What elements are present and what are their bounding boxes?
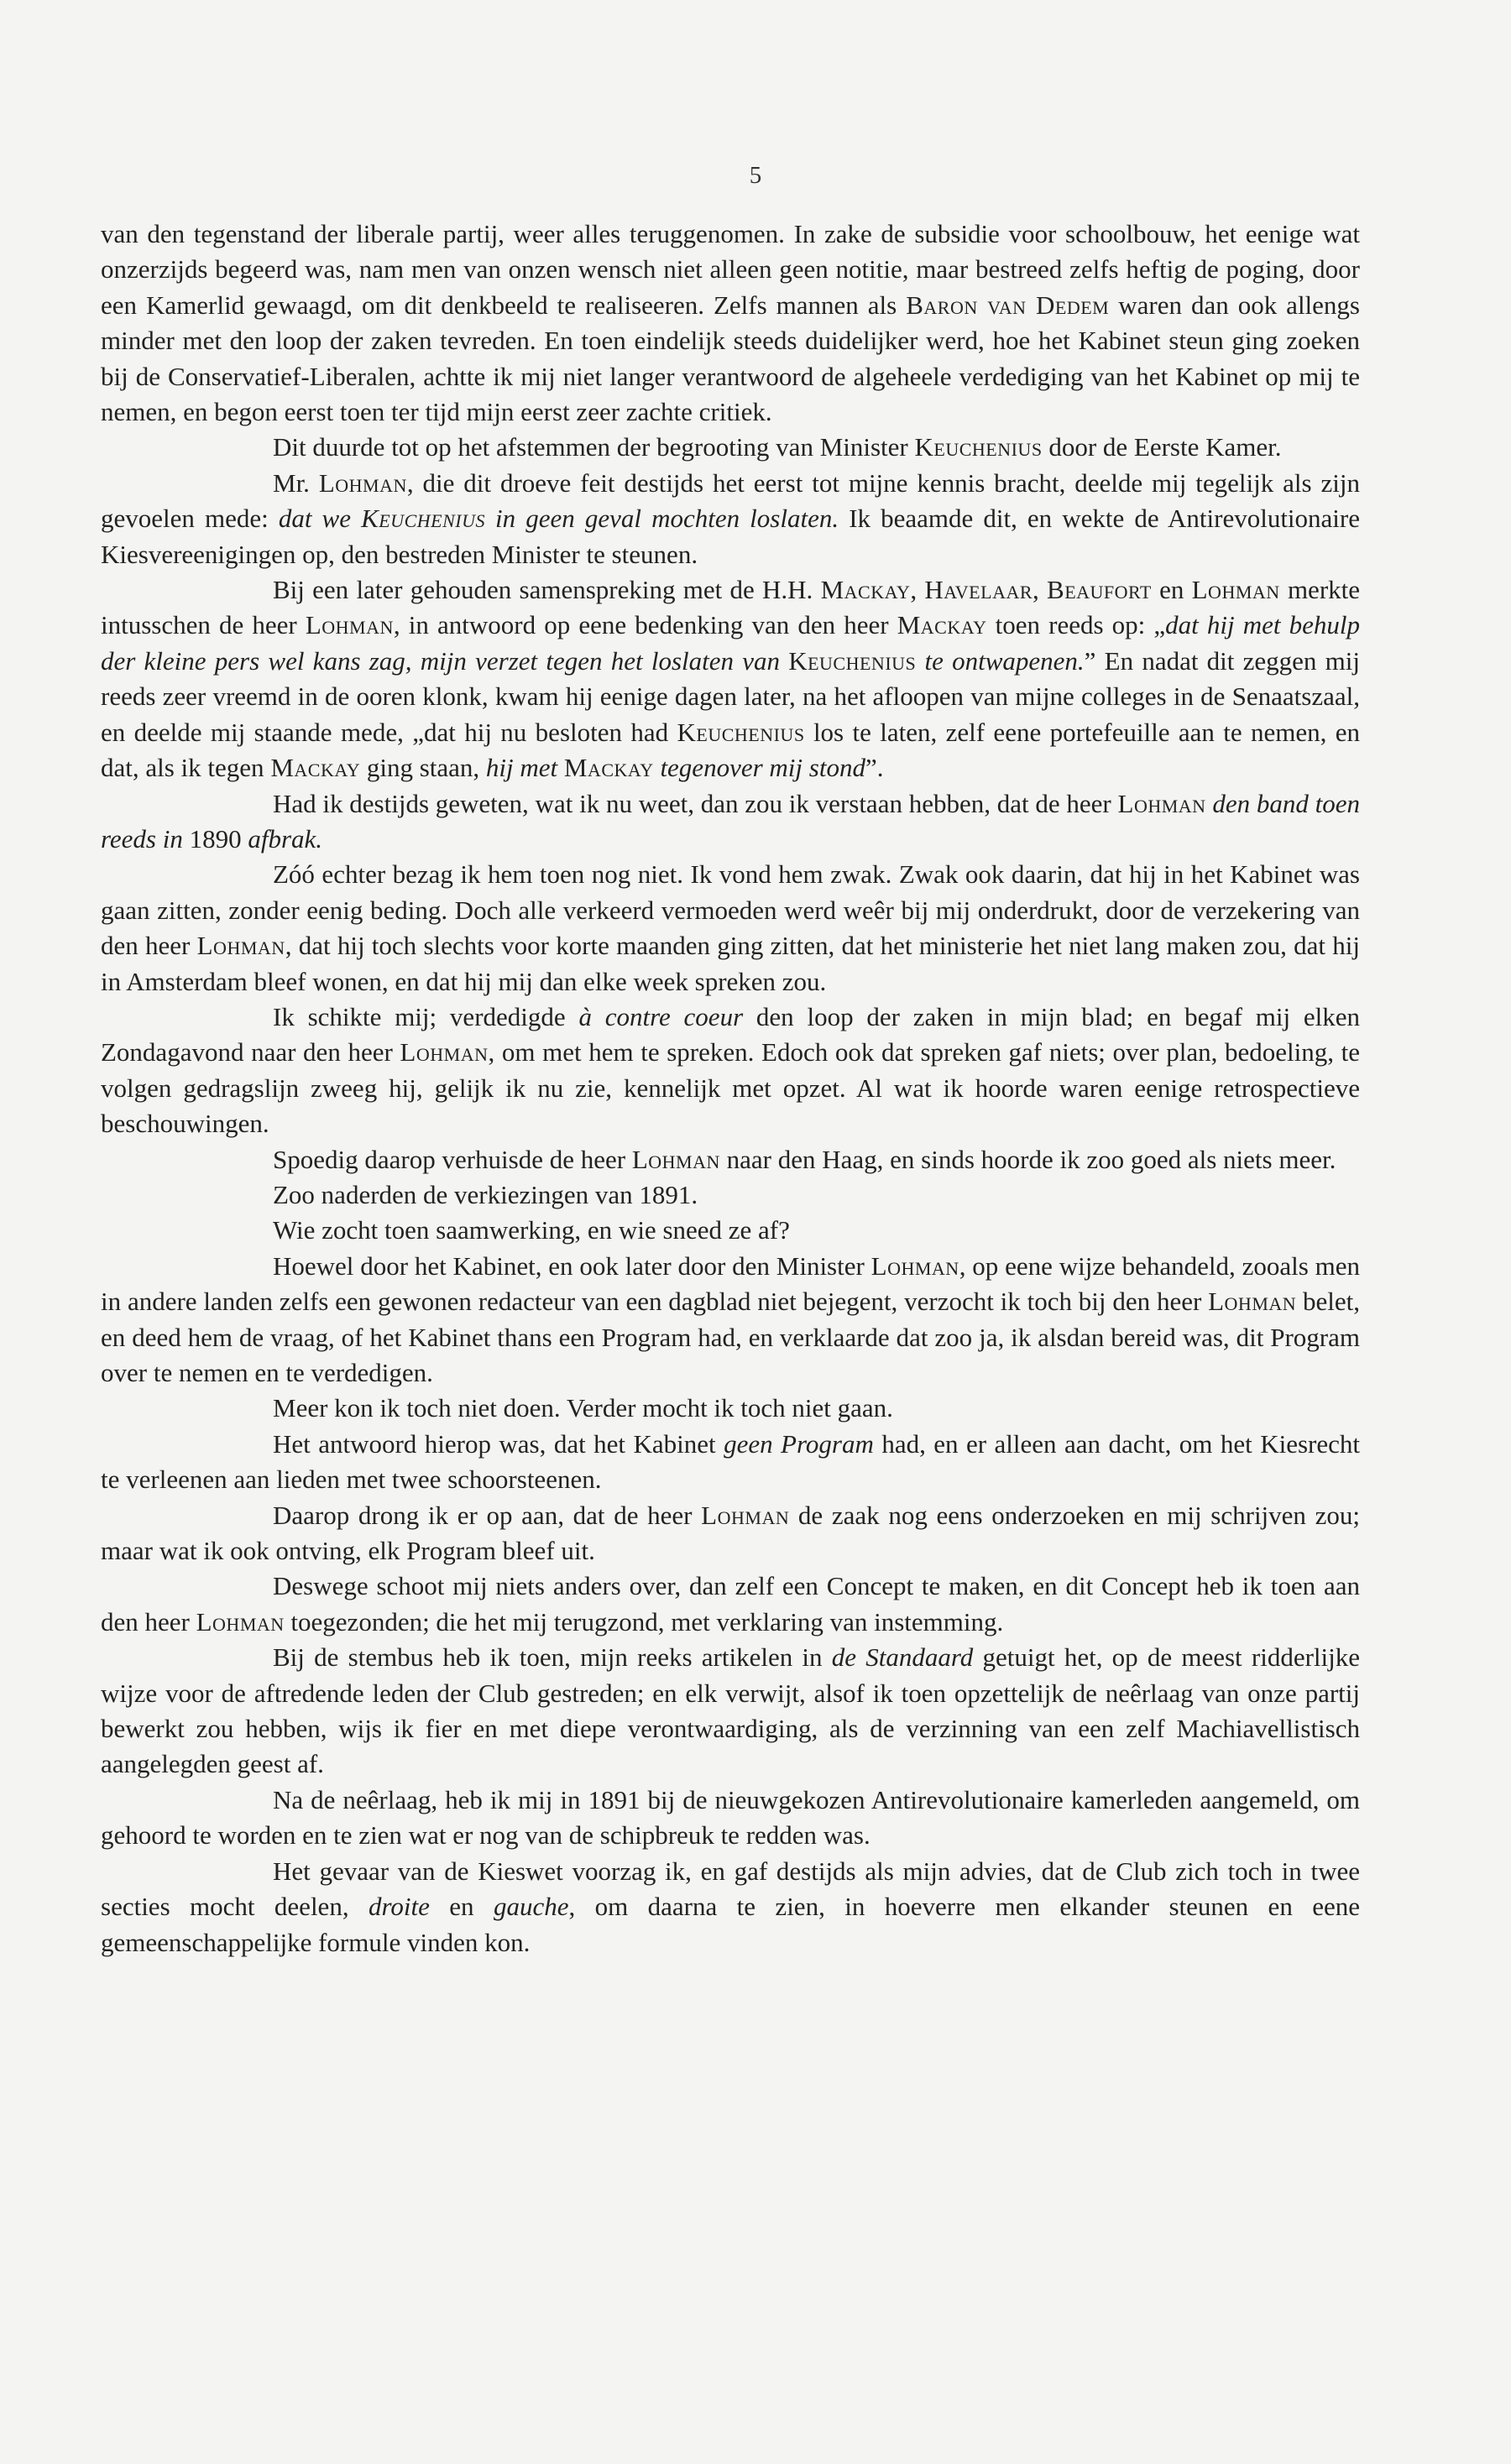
paragraph: [101, 466, 1360, 572]
text-run: dat hij met behulp der kleine pers wel kans zag, mijn verzet tegen het loslaten van: [101, 610, 1360, 676]
text-run: de Standaard: [831, 1642, 974, 1673]
text-run: had, en er alleen aan dacht, om het Kiesrecht te verleenen aan lieden met twee schoorsteenen.: [101, 1428, 1360, 1495]
text-run: Bij de stembus heb ik toen, mijn reeks artikelen in: [273, 1642, 832, 1673]
text-run: Mackay: [820, 575, 911, 605]
paragraph: [101, 1249, 1360, 1391]
text-run: Lohman: [400, 1037, 489, 1068]
text-run: geen Program: [724, 1428, 874, 1459]
text-run: Bij een later gehouden samenspreking met de H.H.: [273, 575, 821, 605]
paragraph: [101, 1854, 1360, 1960]
text-run: gauche: [493, 1892, 569, 1922]
paragraph: [101, 430, 1360, 465]
text-run: à contre coeur: [578, 1001, 744, 1031]
paragraph: [101, 786, 1360, 858]
text-run: toen reeds op: „: [986, 610, 1166, 640]
text-run: door de Eerste Kamer.: [1042, 432, 1282, 462]
paragraph: [101, 1213, 1360, 1248]
text-run: Keuchenius: [677, 717, 805, 747]
text-run: Keuchenius: [914, 432, 1043, 462]
text-run: Lohman: [1117, 788, 1206, 818]
page-number: 5: [749, 162, 762, 189]
text-run: ,: [910, 575, 925, 605]
text-run: belet, en deed hem de vraag, of het Kabinet thans een Program had, en verklaarde dat zoo ja, ik alsdan bereid was, dit Program over te nemen en te verdedigen.: [101, 1287, 1360, 1387]
text-run: Mr.: [273, 467, 319, 498]
body-text: [101, 217, 1360, 1960]
text-run: Keuchenius: [788, 645, 917, 676]
text-run: Deswege schoot mij niets anders over, dan zelf een Concept te maken, en dit Concept heb ik toen aan den heer: [101, 1571, 1360, 1637]
text-run: in geen geval mochten loslaten.: [484, 504, 839, 534]
paragraph: [101, 1783, 1360, 1854]
paragraph: [101, 1142, 1360, 1177]
text-run: Lohman: [318, 467, 407, 498]
text-run: , om daarna te zien, in hoeverre men elkander steunen en eene gemeenschappelijke formule vinden kon.: [101, 1892, 1360, 1957]
text-run: Zóó echter bezag ik hem toen nog niet. Ik vond hem zwak. Zwak ook daarin, dat hij in het Kabinet was gaan zitten, zonder eenig beding. Doch alle verkeerd vermoeden werd weêr bij mij onderdrukt, door de verzekering van den heer: [101, 859, 1360, 961]
text-run: 1890: [182, 823, 248, 854]
text-run: Lohman: [305, 610, 394, 640]
text-run: dat we: [278, 504, 362, 534]
text-run: Dit duurde tot op het afstemmen der begrooting van Minister: [273, 432, 915, 462]
text-run: Lohman: [871, 1250, 959, 1281]
paragraph: [101, 1391, 1360, 1426]
text-run: Keuchenius: [361, 504, 485, 534]
text-run: getuigt het, op de meest ridderlijke wijze voor de aftredende leden der Club gestreden; en elk verwijt, alsof ik toen opzettelijk de neêrlaag van onze partij bewerkt zou hebben, wijs ik fier en met diepe verontwaardiging, als de verzinning van een zelf Machiavellistisch aangelegden geest af.: [101, 1642, 1360, 1779]
text-run: Wie zocht toen saamwerking, en wie sneed ze af?: [273, 1215, 790, 1245]
text-run: ” En nadat dit zeggen mij reeds zeer vreemd in de ooren klonk, kwam hij eenige dagen later, na het afloopen van mijne colleges in de Senaatszaal, en deelde mij staande mede, „dat hij nu besloten had: [101, 645, 1360, 747]
text-run: Lohman: [1208, 1287, 1297, 1317]
text-run: Zoo naderden de verkiezingen van 1891.: [273, 1179, 698, 1209]
text-run: , in antwoord op eene bedenking van den heer: [393, 610, 897, 640]
text-run: en: [429, 1892, 494, 1922]
text-run: Lohman: [196, 1606, 285, 1637]
text-run: de zaak nog eens onderzoeken en mij schrijven zou; maar wat ik ook ontving, elk Program bleef uit.: [101, 1500, 1360, 1566]
text-run: Ik schikte mij; verdedigde: [273, 1001, 579, 1031]
paragraph: [101, 572, 1360, 786]
text-run: Beaufort: [1047, 575, 1152, 605]
text-run: Havelaar: [924, 575, 1033, 605]
paragraph: [101, 857, 1360, 1000]
text-run: ”.: [865, 753, 884, 783]
paragraph: [101, 1177, 1360, 1213]
text-run: den band toen reeds in: [101, 788, 1360, 854]
text-run: Lohman: [196, 931, 285, 961]
text-run: Lohman: [631, 1144, 720, 1174]
text-run: Spoedig daarop verhuisde de heer: [273, 1144, 632, 1174]
text-run: ,: [1033, 575, 1048, 605]
text-run: Lohman: [1191, 575, 1280, 605]
text-run: den loop der zaken in mijn blad; en begaf mij elken Zondagavond naar den heer: [101, 1001, 1360, 1068]
text-run: Het gevaar van de Kieswet voorzag ik, en gaf destijds als mijn advies, dat de Club zich toch in twee secties mocht deelen,: [101, 1856, 1360, 1922]
text-run: , op eene wijze behandeld, zooals men in andere landen zelfs een gewonen redacteur van een dagblad niet bejegent, verzocht ik toch bij den heer: [101, 1250, 1360, 1317]
text-run: , die dit droeve feit destijds het eerst tot mijne kennis bracht, deelde mij tegelijk als zijn gevoelen mede:: [101, 467, 1360, 534]
text-run: Mackay: [563, 753, 654, 783]
text-run: en: [1151, 575, 1192, 605]
text-run: afbrak.: [248, 823, 323, 854]
text-run: ging staan,: [360, 753, 486, 783]
text-run: Meer kon ik toch niet doen. Verder mocht ik toch niet gaan.: [273, 1393, 893, 1423]
text-run: droite: [368, 1892, 430, 1922]
text-run: Hoewel door het Kabinet, en ook later door den Minister: [273, 1250, 871, 1281]
text-run: , dat hij toch slechts voor korte maanden ging zitten, dat het ministerie het niet lang maken zou, dat hij in Amsterdam bleef wonen, en dat hij mij dan elke week spreken zou.: [101, 931, 1360, 996]
paragraph: [101, 1000, 1360, 1142]
text-run: Mackay: [897, 610, 987, 640]
text-run: Daarop drong ik er op aan, dat de heer: [273, 1500, 702, 1530]
text-run: Mackay: [270, 753, 361, 783]
text-run: tegenover mij stond: [653, 753, 865, 783]
text-run: Ik beaamde dit, en wekte de Antirevolutionaire Kiesvereenigingen op, den bestreden Minister te steunen.: [101, 504, 1361, 569]
paragraph: [101, 1427, 1360, 1498]
paragraph: [101, 1569, 1360, 1640]
text-run: van den tegenstand der liberale partij, weer alles teruggenomen. In zake de subsidie voor schoolbouw, het eenige wat onzerzijds begeerd was, nam men van onzen wensch niet alleen geen notitie, maar bestreed zelfs heftig de poging, door een Kamerlid gewaagd, om dit denkbeeld te realiseeren. Zelfs mannen als: [101, 219, 1360, 320]
text-run: Lohman: [701, 1500, 790, 1530]
paragraph: [101, 1498, 1360, 1569]
paragraph: [101, 217, 1360, 430]
text-run: Had ik destijds geweten, wat ik nu weet, dan zou ik verstaan hebben, dat de heer: [273, 788, 1118, 818]
text-run: Baron van Dedem: [906, 290, 1110, 320]
text-run: Na de neêrlaag, heb ik mij in 1891 bij de nieuwgekozen Antirevolutionaire kamerleden aangemeld, om gehoord te worden en te zien wat er nog van de schipbreuk te redden was.: [101, 1784, 1360, 1851]
text-run: waren dan ook allengs minder met den loop der zaken tevreden. En toen eindelijk steeds duidelijker werd, hoe het Kabinet steun ging zoeken bij de Conservatief-Liberalen, achtte ik mij niet langer verantwoord de algeheele verdediging van het Kabinet op mij te nemen, en begon eerst toen ter tijd mijn eerst zeer zachte critiek.: [101, 290, 1360, 427]
text-run: te ontwapenen.: [916, 645, 1085, 676]
text-run: naar den Haag, en sinds hoorde ik zoo goed als niets meer.: [719, 1144, 1336, 1174]
text-run: Het antwoord hierop was, dat het Kabinet: [273, 1428, 724, 1459]
text-run: , om met hem te spreken. Edoch ook dat spreken gaf niets; over plan, bedoeling, te volgen gedragslijn zweeg hij, gelijk ik nu zie, kennelijk met opzet. Al wat ik hoorde waren eenige retrospectieve beschouwingen.: [101, 1037, 1360, 1139]
text-run: toegezonden; die het mij terugzond, met verklaring van instemming.: [284, 1606, 1004, 1637]
text-run: merkte intusschen de heer: [101, 575, 1361, 640]
text-run: los te laten, zelf eene portefeuille aan te nemen, en dat, als ik tegen: [101, 717, 1360, 783]
paragraph: [101, 1640, 1360, 1783]
text-run: hij met: [485, 753, 564, 783]
